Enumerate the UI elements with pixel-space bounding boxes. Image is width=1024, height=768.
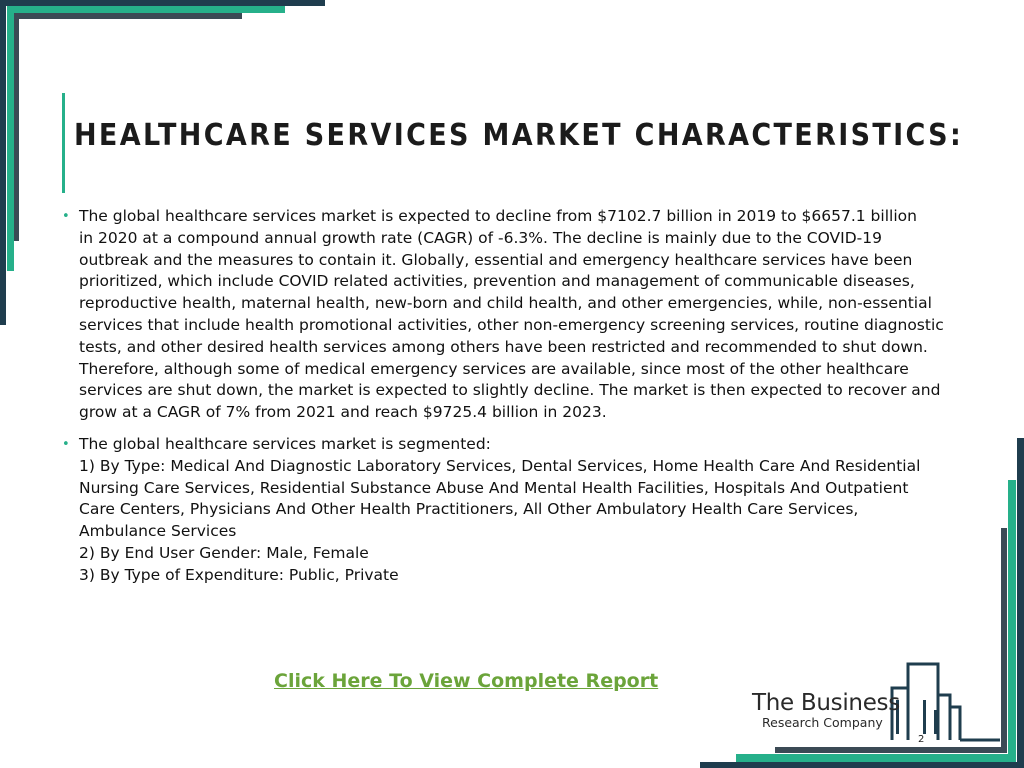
text-line: tests, and other desired health services among others have been restricted and recommended to shut down.	[79, 337, 928, 356]
frame-bar-right-gray	[1001, 528, 1007, 752]
text-line: grow at a CAGR of 7% from 2021 and reach $9725.4 billion in 2023.	[79, 403, 607, 422]
text-line: 2) By End User Gender: Male, Female	[79, 543, 369, 562]
bullet-icon: •	[62, 209, 70, 224]
bullet-icon: •	[62, 436, 70, 452]
title-accent-rule	[62, 93, 65, 193]
page-number: 2	[918, 734, 925, 745]
frame-bar-right-navy	[1017, 438, 1024, 768]
text-line: in 2020 at a compound annual growth rate (CAGR) of -6.3%. The decline is mainly due to the COVID-19	[79, 228, 882, 247]
text-line: outbreak and the measures to contain it. Globally, essential and emergency healthcare services have been	[79, 250, 913, 269]
text-line: Care Centers, Physicians And Other Health Practitioners, All Other Ambulatory Health Care Services,	[79, 500, 859, 519]
text-line: The global healthcare services market is expected to decline from $7102.7 billion in 2019 to $6657.1 billion	[79, 207, 917, 225]
logo-name: The Business	[752, 690, 900, 716]
frame-bar-bottom-navy	[700, 762, 1024, 768]
text-line: Therefore, although some of medical emergency services are available, since most of the other healthcare	[79, 359, 909, 378]
text-line: 1) By Type: Medical And Diagnostic Laboratory Services, Dental Services, Home Health Care And Residential	[79, 456, 921, 475]
text-line: Nursing Care Services, Residential Substance Abuse And Mental Health Facilities, Hospitals And Outpatient	[79, 478, 909, 497]
slide-body	[62, 206, 964, 597]
frame-bar-left-gray	[14, 13, 19, 241]
text-line: prioritized, which include COVID related activities, prevention and management of communicable diseases,	[79, 272, 915, 291]
slide-title: HEALTHCARE SERVICES MARKET CHARACTERISTICS:	[74, 118, 964, 153]
frame-bar-top-gray	[17, 13, 242, 19]
text-line: reproductive health, maternal health, new-born and child health, and other emergencies, while, non-essential	[79, 294, 932, 313]
frame-bar-bottom-teal	[736, 754, 1016, 762]
text-line: Ambulance Services	[79, 522, 237, 541]
frame-bar-top-teal	[7, 6, 285, 13]
bullet-paragraph-segmentation	[62, 434, 964, 587]
text-line: services are shut down, the market is expected to slightly decline. The market is then expected to recover and	[79, 381, 941, 400]
frame-bar-left-navy	[0, 0, 6, 325]
text-line: 3) By Type of Expenditure: Public, Private	[79, 565, 399, 584]
view-complete-report-link[interactable]: Click Here To View Complete Report	[274, 670, 659, 692]
frame-bar-right-teal	[1008, 480, 1016, 760]
logo-subtitle: Research Company	[762, 715, 883, 730]
text-line: services that include health promotional activities, other non-emergency screening services, routine diagnostic	[79, 315, 944, 334]
bullet-paragraph-market-outlook	[62, 206, 964, 424]
text-line: The global healthcare services market is segmented:	[79, 434, 491, 453]
frame-bar-left-teal	[7, 6, 14, 271]
